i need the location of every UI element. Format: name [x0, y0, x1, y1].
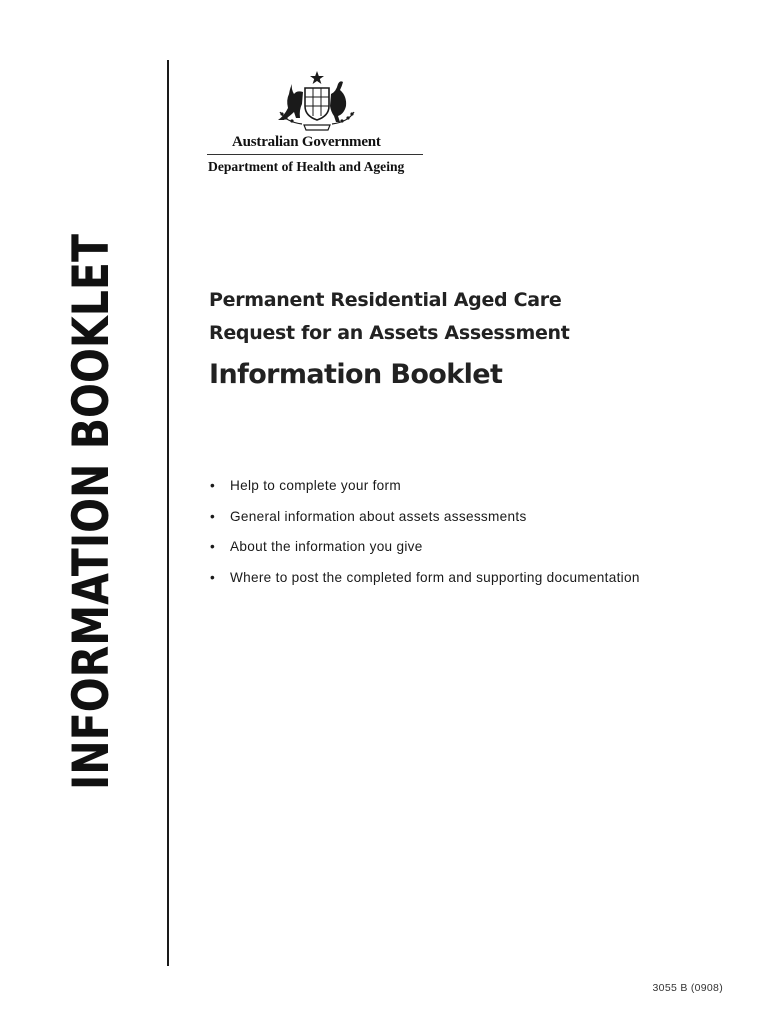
booklet-title: Information Booklet: [209, 359, 503, 390]
bullet-icon: •: [210, 508, 216, 524]
side-title: [62, 113, 120, 790]
title-line-1: Permanent Residential Aged Care: [209, 289, 562, 311]
bullet-icon: •: [210, 539, 216, 554]
list-item: [210, 539, 640, 570]
vertical-divider: [167, 60, 169, 966]
list-item-text: Help to complete your form: [230, 478, 401, 493]
list-item-text: Where to post the completed form and supporting documentation: [230, 569, 640, 585]
contents-list: [210, 478, 640, 600]
list-item: [210, 570, 640, 601]
government-name: Australian Government: [232, 134, 381, 150]
title-line-2: Request for an Assets Assessment: [209, 322, 570, 344]
coat-of-arms-icon: [272, 70, 362, 132]
header-rule: [207, 154, 423, 155]
form-code: 3055 B (0908): [652, 982, 723, 994]
list-item: [210, 509, 640, 540]
list-item: [210, 478, 640, 509]
bullet-icon: •: [210, 478, 216, 493]
side-title-text: INFORMATION BOOKLET: [62, 113, 120, 790]
list-item-text: About the information you give: [230, 539, 423, 554]
list-item-text: General information about assets assessments: [230, 508, 527, 524]
department-name: Department of Health and Ageing: [208, 159, 405, 174]
bullet-icon: •: [210, 569, 216, 585]
